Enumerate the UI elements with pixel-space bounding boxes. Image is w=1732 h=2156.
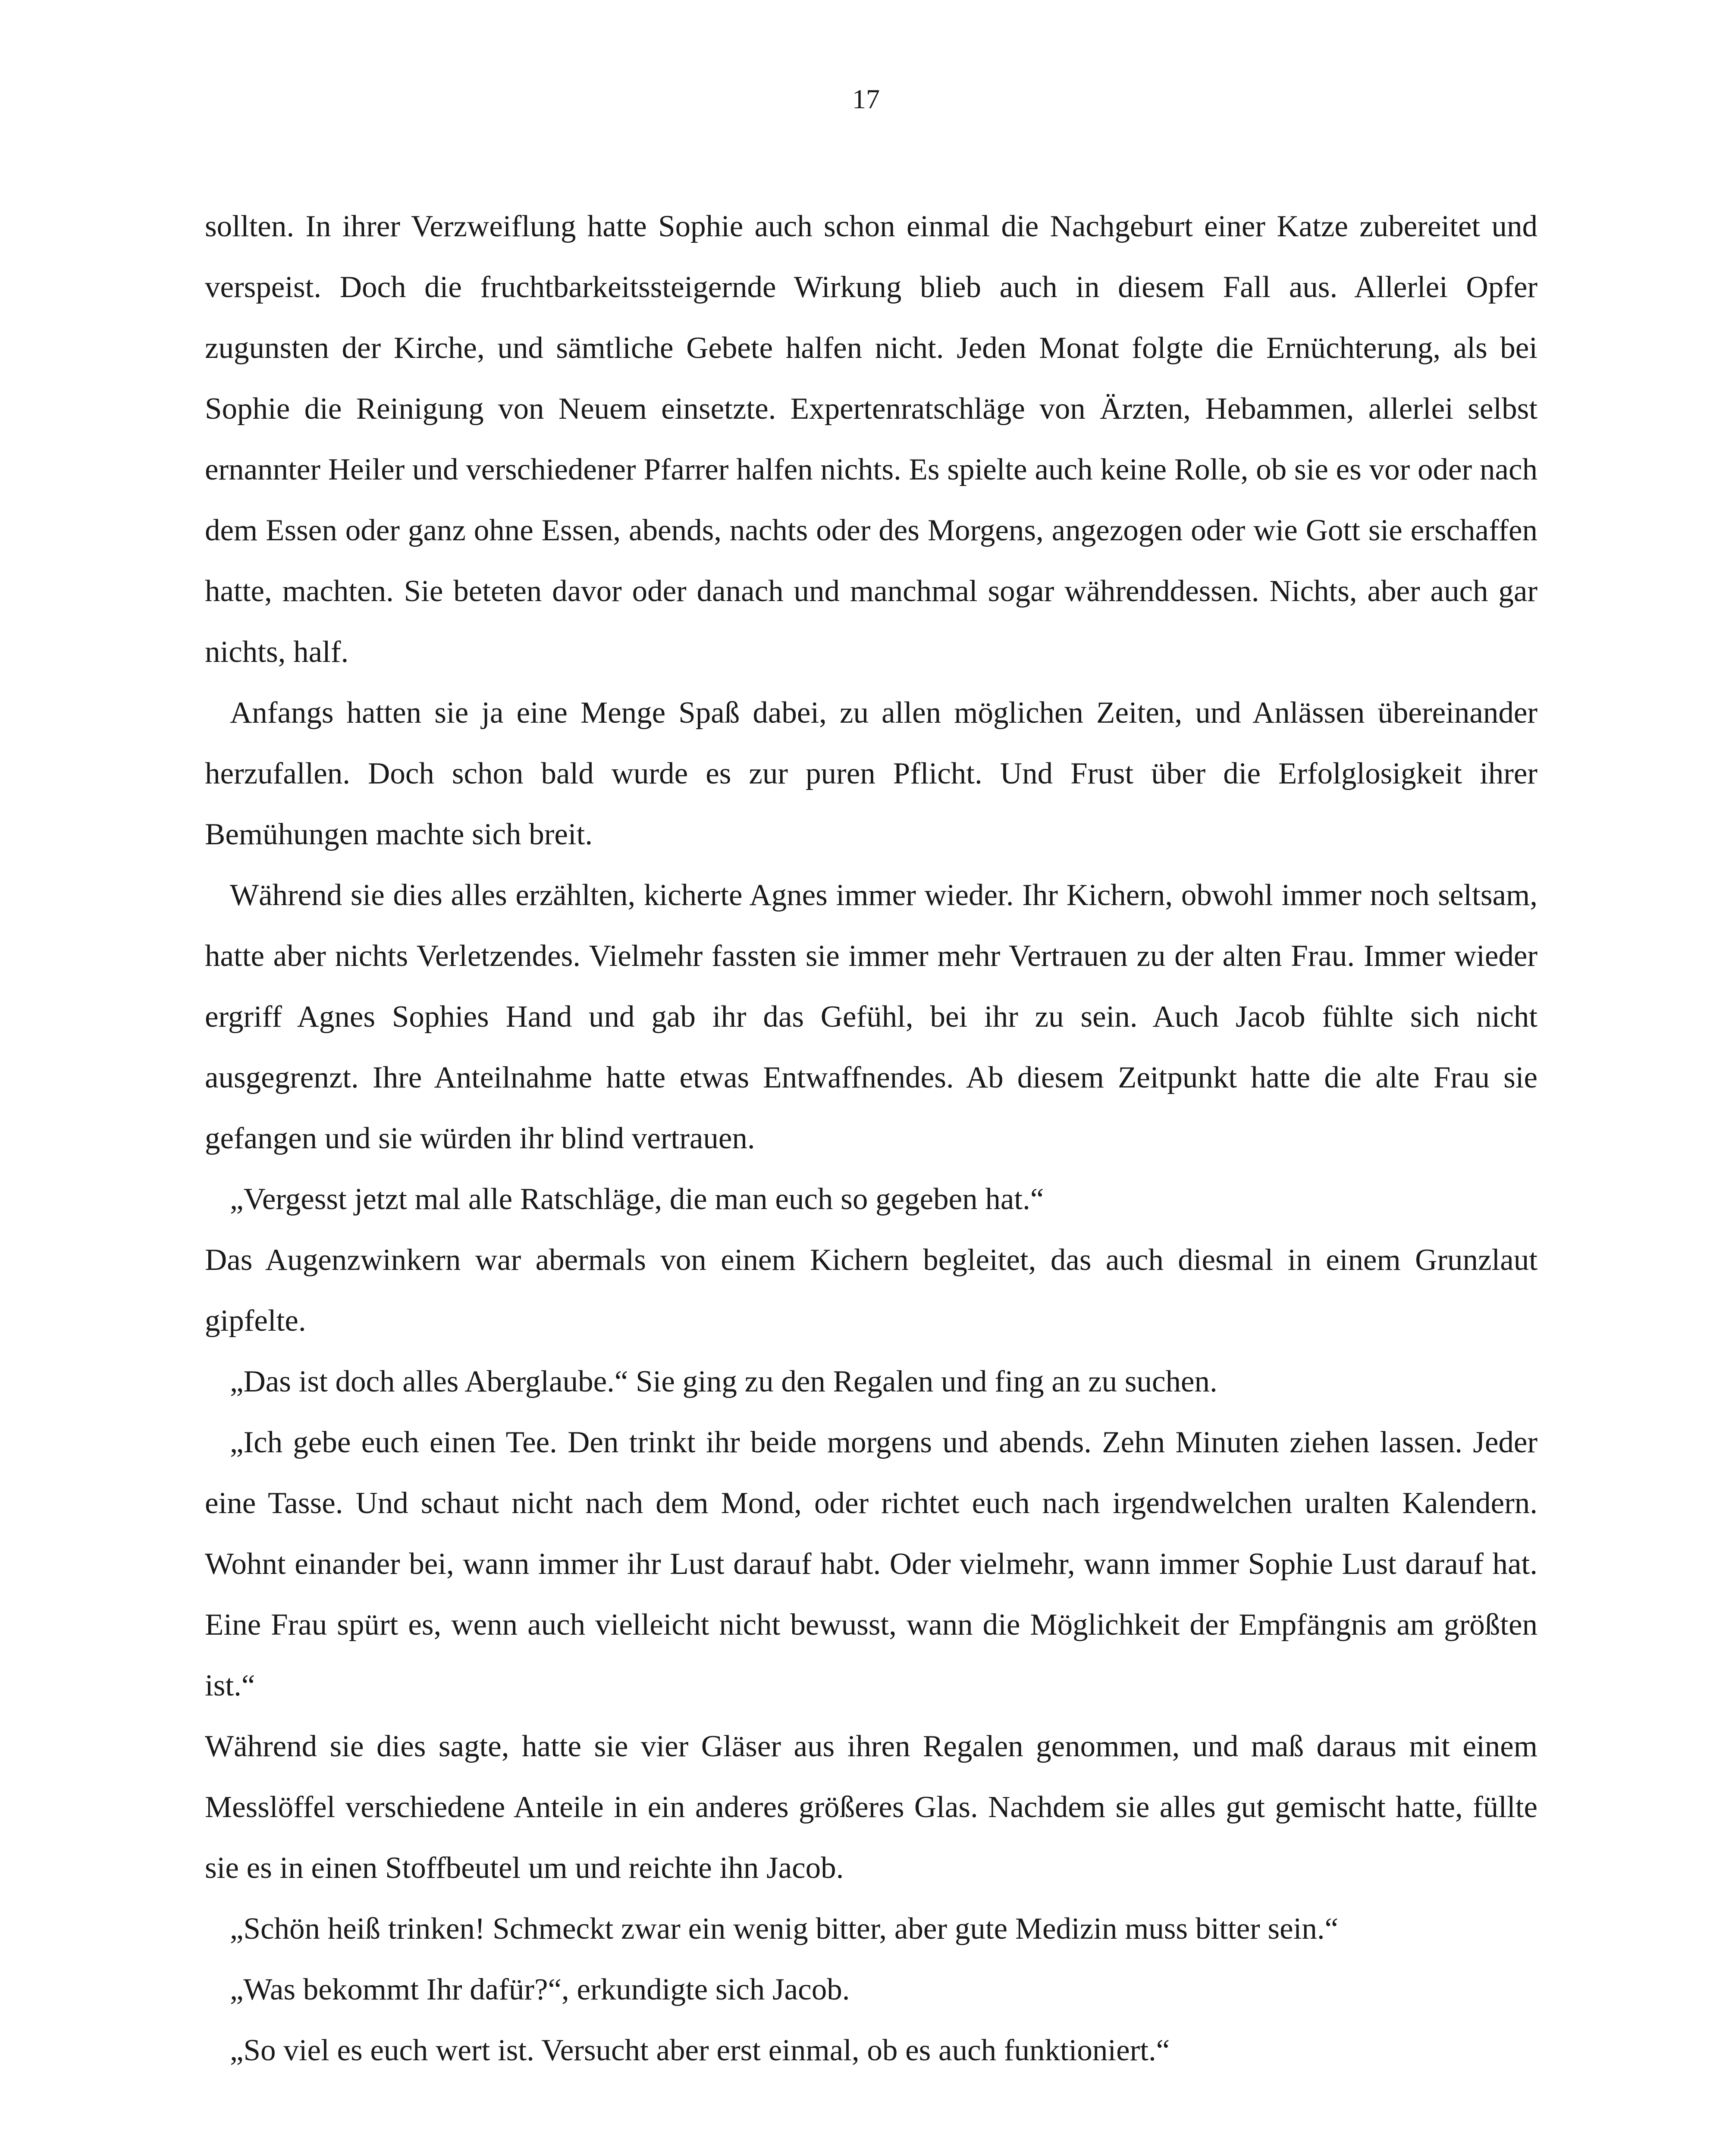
paragraph: Das Augenzwinkern war abermals von einem Kichern begleitet, das auch diesmal in einem Grunzlaut gipfelte. [205,1243,1537,1338]
paragraph: sollten. In ihrer Verzweiflung hatte Sophie auch schon einmal die Nachgeburt einer Katze zubereitet und verspeist. Doch die fruchtbarkeitssteigernde Wirkung blieb auch in diesem Fall aus. Allerlei Opfer zugunsten der Kirche, und sämtliche Gebete halfen nicht. Jeden Monat folgte die Ernüchterung, als bei Sophie die Reinigung von Neuem einsetzte. Expertenratschläge von Ärzten, Hebammen, allerlei selbst ernannter Heiler und verschiedener Pfarrer halfen nichts. Es spielte auch keine Rolle, ob sie es vor oder nach dem Essen oder ganz ohne Essen, abends, nachts oder des Morgens, angezogen oder wie Gott sie erschaffen hatte, machten. Sie beteten davor oder danach und manchmal sogar währenddessen. Nichts, aber auch gar nichts, half. [205,210,1537,669]
paragraph: „Schön heiß trinken! Schmeckt zwar ein wenig bitter, aber gute Medizin muss bitter sein.“ [230,1912,1339,1946]
paragraph: Während sie dies sagte, hatte sie vier Gläser aus ihren Regalen genommen, und maß daraus mit einem Messlöffel verschiedene Anteile in ein anderes größeres Glas. Nachdem sie alles gut gemischt hatte, füllte sie es in einen Stoffbeutel um und reichte ihn Jacob. [205,1730,1537,1885]
paragraph: „Das ist doch alles Aberglaube.“ Sie ging zu den Regalen und fing an zu suchen. [230,1365,1217,1398]
page-number: 17 [852,84,880,114]
paragraph: Anfangs hatten sie ja eine Menge Spaß dabei, zu allen möglichen Zeiten, und Anlässen übereinander herzufallen. Doch schon bald wurde es zur puren Pflicht. Und Frust über die Erfolglosigkeit ihrer Bemühungen machte sich breit. [205,696,1537,851]
paragraph: „So viel es euch wert ist. Versucht aber erst einmal, ob es auch funktioniert.“ [230,2034,1170,2067]
paragraph: Während sie dies alles erzählten, kicherte Agnes immer wieder. Ihr Kichern, obwohl immer noch seltsam, hatte aber nichts Verletzendes. Vielmehr fassten sie immer mehr Vertrauen zu der alten Frau. Immer wieder ergriff Agnes Sophies Hand und gab ihr das Gefühl, bei ihr zu sein. Auch Jacob fühlte sich nicht ausgegrenzt. Ihre Anteilnahme hatte etwas Entwaffnendes. Ab diesem Zeitpunkt hatte die alte Frau sie gefangen und sie würden ihr blind vertrauen. [205,878,1537,1155]
body-text [205,196,1537,2081]
paragraph: „Was bekommt Ihr dafür?“, erkundigte sich Jacob. [230,1973,850,2006]
paragraph: „Ich gebe euch einen Tee. Den trinkt ihr beide morgens und abends. Zehn Minuten ziehen lassen. Jeder eine Tasse. Und schaut nicht nach dem Mond, oder richtet euch nach irgendwelchen uralten Kalendern. Wohnt einander bei, wann immer ihr Lust darauf habt. Oder vielmehr, wann immer Sophie Lust darauf hat. Eine Frau spürt es, wenn auch vielleicht nicht bewusst, wann die Möglichkeit der Empfängnis am größten ist.“ [205,1426,1537,1702]
paragraph: „Vergesst jetzt mal alle Ratschläge, die man euch so gegeben hat.“ [230,1182,1044,1216]
